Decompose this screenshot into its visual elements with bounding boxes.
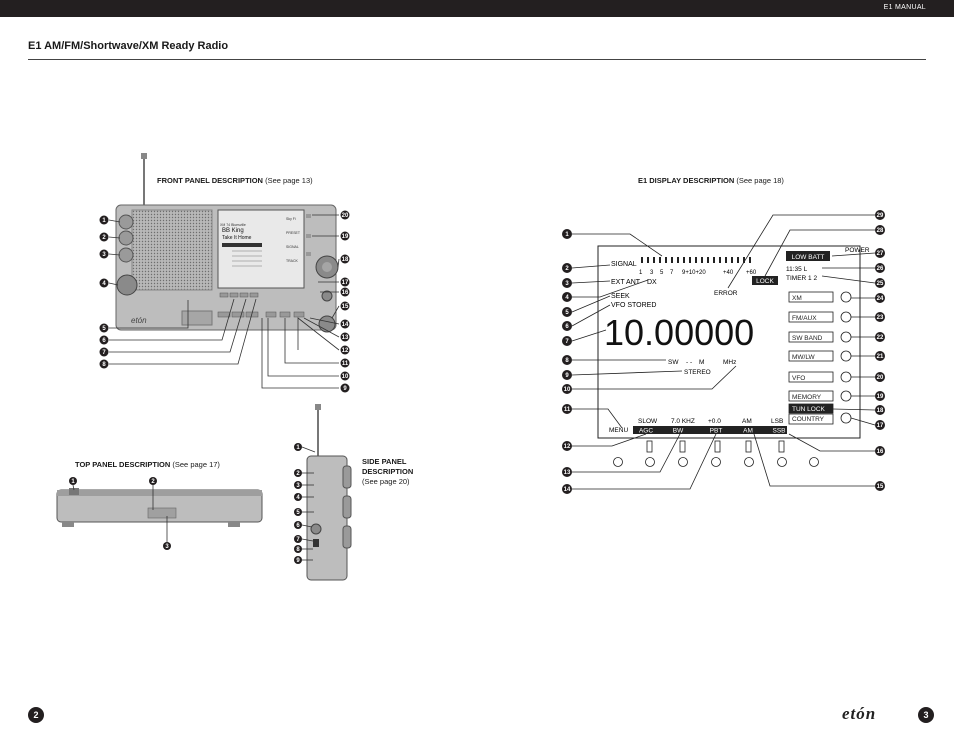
display-callout-12: 12: [563, 444, 571, 451]
band-sw: SW: [668, 359, 679, 366]
display-callout-20: 20: [876, 375, 884, 382]
menu-indicator: MENU: [609, 427, 629, 434]
front-callout-20: 20: [341, 213, 349, 220]
display-callout-26: 26: [876, 266, 884, 273]
front-lcd-stat-1: XM 74 Bluesville: [220, 223, 246, 227]
side-callout-8: 8: [296, 547, 300, 553]
frequency-readout: 10.00000: [604, 312, 755, 353]
top-callout-1: 1: [71, 479, 75, 485]
country-button-label: COUNTRY: [792, 416, 825, 423]
side-callout-2: 2: [296, 471, 300, 477]
side-callout-1: 1: [296, 445, 300, 451]
scale-60: +60: [746, 270, 757, 276]
side-callout-6: 6: [296, 523, 300, 529]
knob-2: [119, 231, 133, 245]
front-lcd-stat-2: Sky Fi: [286, 217, 296, 221]
front-callout-1: 1: [102, 218, 106, 225]
mode-value: AM: [742, 418, 752, 425]
display-callout-5: 5: [565, 310, 569, 317]
agc-value: SLOW: [638, 418, 658, 425]
display-callout-6: 6: [565, 324, 569, 331]
front-callout-12: 12: [341, 348, 349, 355]
manual-label: E1 MANUAL: [883, 4, 926, 11]
mw-lw-button-label: MW/LW: [792, 354, 815, 361]
clock-time: 11:35 L: [786, 266, 808, 273]
scale-3: 3: [650, 270, 654, 276]
display-callout-7: 7: [565, 339, 569, 346]
signal-meter: [641, 257, 751, 263]
fm-aux-button-label: FM/AUX: [792, 315, 817, 322]
dx-indicator: DX: [647, 279, 657, 286]
display-callout-14: 14: [563, 487, 571, 494]
front-callout-3: 3: [102, 252, 106, 259]
display-callout-15: 15: [876, 484, 884, 491]
display-callout-4: 4: [565, 295, 569, 302]
top-caption-ref: (See page 17): [172, 460, 220, 469]
display-callout-29: 29: [876, 213, 884, 220]
display-callout-18: 18: [876, 408, 884, 415]
front-lcd-stat-4: SIGNAL: [286, 245, 299, 249]
stereo-indicator: STEREO: [684, 369, 711, 376]
display-callout-19: 19: [876, 394, 884, 401]
page-number-left: 2: [28, 707, 44, 723]
front-callout-9: 9: [343, 386, 347, 393]
front-callout-19: 19: [341, 234, 349, 241]
top-caption-title: TOP PANEL DESCRIPTION: [75, 460, 171, 469]
base-plate: [182, 311, 212, 325]
top-callout-2: 2: [151, 479, 155, 485]
xm-button-label: XM: [792, 295, 802, 302]
knob-3: [119, 248, 133, 262]
side-callout-7: 7: [296, 537, 300, 543]
tun-lock-indicator: TUN LOCK: [792, 406, 825, 413]
front-caption-ref: (See page 13): [265, 176, 313, 185]
front-callout-5: 5: [102, 326, 106, 333]
display-callout-10: 10: [563, 387, 571, 394]
display-callout-25: 25: [876, 281, 884, 288]
speaker-grill: [132, 210, 212, 290]
seek-indicator: SEEK: [611, 293, 630, 300]
knob-1: [119, 215, 133, 229]
display-callout-16: 16: [876, 449, 884, 456]
display-callout-24: 24: [876, 296, 884, 303]
front-callout-16: 16: [341, 290, 349, 297]
band-dash: - -: [686, 359, 693, 366]
e1-display-diagram: [572, 215, 875, 489]
power-indicator: POWER: [845, 247, 870, 254]
scale-9-20: 9+10+20: [682, 270, 706, 276]
side-caption-line2: DESCRIPTION: [362, 467, 414, 476]
display-callout-17: 17: [876, 423, 884, 430]
band-mhz: MHz: [723, 359, 737, 366]
ssb-value: LSB: [771, 418, 784, 425]
front-caption-title: FRONT PANEL DESCRIPTION: [157, 176, 263, 185]
bw-value: 7.0 KHZ: [671, 418, 695, 425]
softkey-pbt: PBT: [709, 427, 723, 435]
display-callout-27: 27: [876, 251, 884, 258]
fine-tune-knob: [319, 316, 335, 332]
front-lcd-track: Take It Home: [222, 235, 252, 241]
display-callout-23: 23: [876, 315, 884, 322]
display-callout-21: 21: [876, 354, 884, 361]
scale-40: +40: [723, 270, 734, 276]
display-caption-ref: (See page 18): [736, 176, 784, 185]
error-indicator: ERROR: [714, 290, 738, 297]
display-callout-9: 9: [565, 373, 569, 380]
display-callout-3: 3: [565, 281, 569, 288]
softkey-agc: AGC: [638, 427, 654, 435]
side-caption-ref: (See page 20): [362, 477, 410, 486]
display-callout-2: 2: [565, 266, 569, 273]
top-panel-radio: [57, 485, 262, 542]
small-knob: [322, 291, 332, 301]
front-lcd-artist: BB King: [222, 228, 244, 234]
top-row-values: [638, 418, 783, 425]
scale-1: 1: [639, 270, 643, 276]
front-callout-10: 10: [341, 374, 349, 381]
front-lcd: [218, 210, 304, 288]
side-callout-4: 4: [296, 495, 300, 501]
front-lcd-stat-5: TRACK: [286, 259, 298, 263]
side-callout-9: 9: [296, 558, 300, 564]
display-callout-8: 8: [565, 358, 569, 365]
front-lcd-stat-3: PRESET: [286, 231, 301, 235]
side-callout-5: 5: [296, 510, 300, 516]
front-callout-14: 14: [341, 322, 349, 329]
memory-button-label: MEMORY: [792, 394, 822, 401]
ext-ant-indicator: EXT ANT: [611, 279, 641, 286]
volume-knob: [117, 275, 137, 295]
softkey-am: AM: [743, 427, 753, 435]
front-callout-4: 4: [102, 281, 106, 288]
front-lcd-highlight: [222, 243, 262, 247]
display-callout-1: 1: [565, 232, 569, 239]
display-callout-11: 11: [563, 407, 571, 414]
top-callout-3: 3: [165, 544, 169, 550]
sw-band-button-label: SW BAND: [792, 335, 823, 342]
band-m: M: [699, 359, 705, 366]
side-panel-radio: [302, 404, 351, 580]
front-callout-7: 7: [102, 350, 106, 357]
antenna-tip: [141, 153, 147, 159]
svg-text:etón: etón: [131, 316, 147, 325]
display-callout-13: 13: [563, 470, 571, 477]
timer-indicator: TIMER 1 2: [786, 275, 818, 282]
page-title: E1 AM/FM/Shortwave/XM Ready Radio: [28, 40, 229, 52]
signal-label: SIGNAL: [611, 261, 637, 268]
front-callout-18: 18: [341, 257, 349, 264]
front-callout-17: 17: [341, 280, 349, 287]
eton-logo: etón: [842, 704, 877, 723]
pbt-value: +0.0: [708, 418, 721, 425]
side-caption-line1: SIDE PANEL: [362, 457, 407, 466]
front-callout-15: 15: [341, 304, 349, 311]
page-number-right: 3: [918, 707, 934, 723]
lock-indicator: LOCK: [756, 278, 774, 285]
vfo-stored-indicator: VFO STORED: [611, 302, 657, 309]
display-callout-28: 28: [876, 228, 884, 235]
front-callout-6: 6: [102, 338, 106, 345]
front-callout-11: 11: [341, 361, 349, 368]
side-callout-3: 3: [296, 483, 300, 489]
front-callout-2: 2: [102, 235, 106, 242]
display-callout-22: 22: [876, 335, 884, 342]
front-callout-13: 13: [341, 335, 349, 342]
scale-7: 7: [670, 270, 674, 276]
front-panel-radio: [109, 153, 339, 388]
scale-5: 5: [660, 270, 664, 276]
display-caption-title: E1 DISPLAY DESCRIPTION: [638, 176, 735, 185]
softkey-ssb: SSB: [772, 427, 786, 435]
softkey-bw: BW: [672, 427, 684, 435]
front-callout-8: 8: [102, 362, 106, 369]
low-batt-indicator: LOW BATT: [791, 254, 825, 261]
vfo-button-label: VFO: [792, 375, 806, 382]
